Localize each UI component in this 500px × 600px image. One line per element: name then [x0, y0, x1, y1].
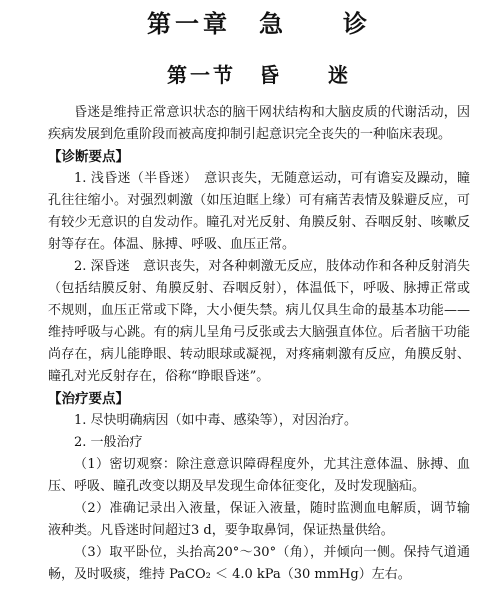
treatment-item-general: 2. 一般治疗: [74, 435, 143, 450]
diagnosis-item-shallow-coma: 1. 浅昏迷（半昏迷） 意识丧失，无随意运动，可有谵妄及躁动，瞳孔往往缩小。对强烈刺激（如压迫眶上缘）可有痛苦表情及躲避反应，可有较少无意识的自发动作。瞳孔对光反射、角膜反射、吞咽反射、咳嗽反射等存在。体温、脉搏、呼吸、血压正常。: [48, 171, 470, 252]
treatment-item-observation: （1）密切观察：除注意意识障碍程度外，尤其注意体温、脉搏、血压、呼吸、瞳孔改变以期及早发现生命体征变化，及时发现脑疝。: [48, 457, 470, 494]
treatment-item-position: （3）取平卧位，头抬高20°～30°（角），并倾向一侧。保持气道通畅，及时吸痰，维持 PaCO₂ ＜ 4.0 kPa（30 mmHg）左右。: [48, 545, 470, 582]
diagnosis-item-deep-coma: 2. 深昏迷 意识丧失，对各种刺激无反应，肢体动作和各种反射消失（包括结膜反射、角膜反射、吞咽反射），体温低下，呼吸、脉搏正常或不规则，血压正常或下降，大小便失禁。病儿仅具生命的最基本功能——维持呼吸与心跳。有的病儿呈角弓反张或去大脑强直体位。后者脑干功能尚存在，病儿能睁眼、转动眼球或凝视，对疼痛刺激有反应，角膜反射、瞳孔对光反射存在，俗称“睁眼昏迷”。: [48, 259, 470, 384]
intro-paragraph: 昏迷是维持正常意识状态的脑干网状结构和大脑皮质的代谢活动，因疾病发展到危重阶段而被高度抑制引起意识完全丧失的一种临床表现。: [48, 105, 470, 142]
section-title: 第一节 昏 迷: [167, 63, 351, 87]
treatment-heading: 【治疗要点】: [48, 391, 129, 407]
treatment-item-fluids: （2）准确记录出入液量，保证入液量，随时监测血电解质，调节输液种类。凡昏迷时间超过3 d，要争取鼻饲，保证热量供给。: [48, 501, 470, 538]
treatment-item-cause: 1. 尽快明确病因（如中毒、感染等），对因治疗。: [74, 413, 358, 428]
diagnosis-heading: 【诊断要点】: [48, 149, 129, 165]
chapter-title: 第一章 急 诊: [147, 10, 371, 38]
